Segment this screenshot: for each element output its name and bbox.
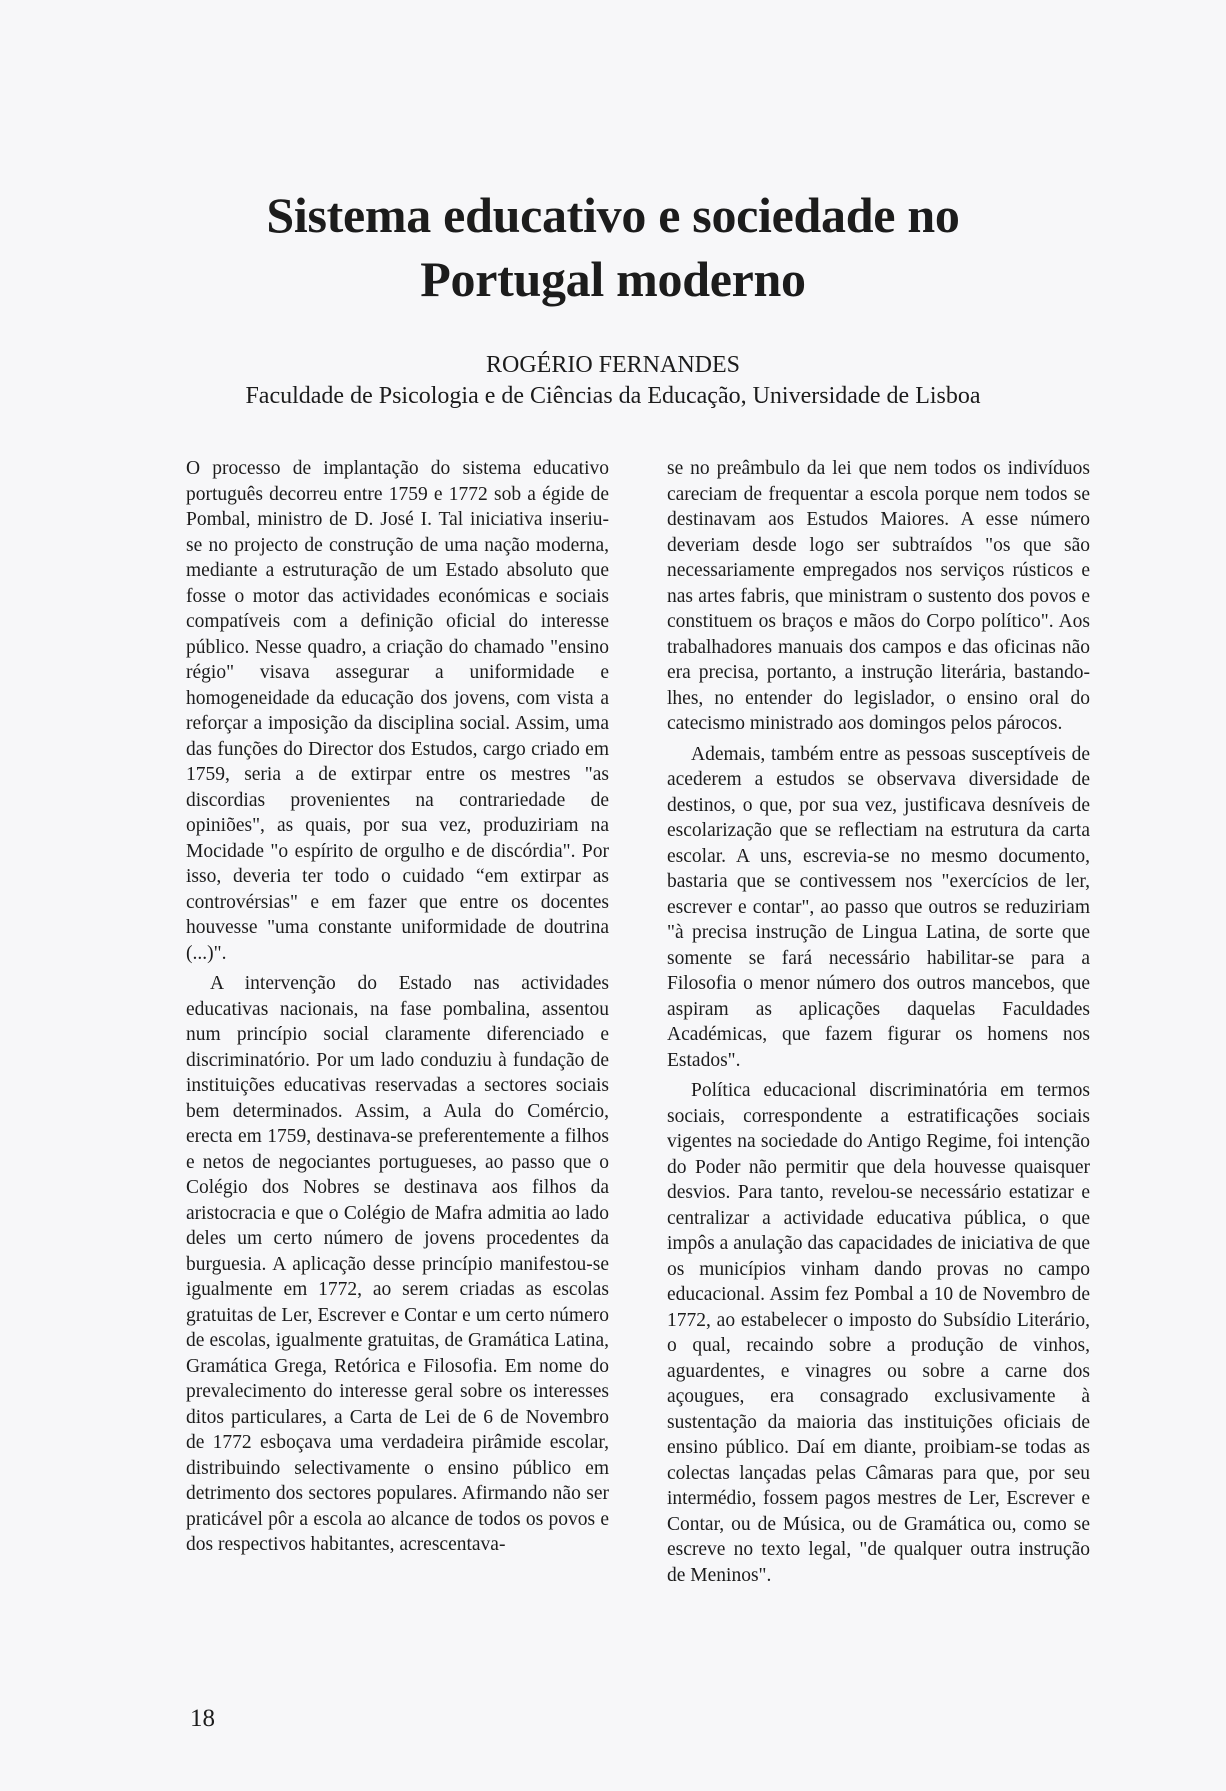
paragraph: Política educacional discriminatória em termos sociais, correspondente a estratificações sociais vigentes na sociedade do Antigo Regime, foi intenção do Poder não permitir que dela houvesse quaisquer desvios. Para tanto, revelou-se necessário estatizar e centralizar a actividade educativa pública, o que impôs a anulação das capacidades de iniciativa de que os municípios vinham dando provas no campo educacional. Assim fez Pombal a 10 de Novembro de 1772, ao estabelecer o imposto do Subsídio Literário, o qual, recaindo sobre a produção de vinhos, aguardentes, e vinagres ou sobre a carne dos açougues, era consagrado exclusivamente à sustentação da maioria das instituições oficiais de ensino público. Daí em diante, proibiam-se todas as colectas lançadas pelas Câmaras para que, por seu intermédio, fossem pagos mestres de Ler, Escrever e Contar, ou de Música, ou de Gramática ou, como se escreve no texto legal, "de qualquer outra instrução de Meninos".	[667, 1080, 1090, 1586]
left-column	[186, 456, 609, 1563]
paragraph: O processo de implantação do sistema educativo português decorreu entre 1759 e 1772 sob a égide de Pombal, ministro de D. José I. Tal iniciativa inseriu-se no projecto de construção de uma nação moderna, mediante a estruturação de um Estado absoluto que fosse o motor das actividades económicas e sociais compatíveis com a definição oficial do interesse público. Nesse quadro, a criação do chamado "ensino régio" visava assegurar a uniformidade e homogeneidade da educação dos jovens, com vista a reforçar a imposição da disciplina social. Assim, uma das funções do Director dos Estudos, cargo criado em 1759, seria a de extirpar entre os mestres "as discordias provenientes na contrariedade de opiniões", as quais, por sua vez, produziriam na Mocidade "o espírito de orgulho e de discórdia". Por isso, deveria ter todo o cuidado “em extirpar as controvérsias" e em fazer que entre os docentes houvesse "uma constante uniformidade de doutrina (...)".	[186, 458, 609, 964]
paragraph: A intervenção do Estado nas actividades educativas nacionais, na fase pombalina, assentou num princípio social claramente diferenciado e discriminatório. Por um lado conduziu à fundação de instituições educativas reservadas a sectores sociais bem determinados. Assim, a Aula do Comércio, erecta em 1759, destinava-se preferentemente a filhos e netos de negociantes portugueses, ao passo que o Colégio dos Nobres se destinava aos filhos da aristocracia e que o Colégio de Mafra admitia ao lado deles um certo número de jovens procedentes da burguesia. A aplicação desse princípio manifestou-se igualmente em 1772, ao serem criadas as escolas gratuitas de Ler, Escrever e Contar e um certo número de escolas, igualmente gratuitas, de Gramática Latina, Gramática Grega, Retórica e Filosofia. Em nome do prevalecimento do interesse geral sobre os interesses ditos particulares, a Carta de Lei de 6 de Novembro de 1772 esboçava uma verdadeira pirâmide escolar, distribuindo selectivamente o ensino público em detrimento dos sectores populares. Afirmando não ser praticável pôr a escola ao alcance de todos os povos e dos respectivos habitantes, acrescentava-	[186, 973, 609, 1555]
author-affiliation: Faculdade de Psicologia e de Ciências da Educação, Universidade de Lisboa	[245, 383, 981, 409]
paragraph: Ademais, também entre as pessoas susceptíveis de acederem a estudos se observava diversidade de destinos, o que, por sua vez, justificava desníveis de escolarização que se reflectiam na estrutura da carta escolar. A uns, escrevia-se no mesmo documento, bastaria que se contivessem nos "exercícios de ler, escrever e contar", ao passo que outros se reduziriam "à precisa instrução de Lingua Latina, de sorte que somente se fará necessário habilitar-se para a Filosofia o menor número dos outros mancebos, que aspiram as aplicações daquelas Faculdades Académicas, que fazem figurar os homens nos Estados".	[667, 743, 1090, 1071]
author-name: ROGÉRIO FERNANDES	[485, 352, 740, 378]
right-column	[667, 456, 1090, 1593]
paragraph: se no preâmbulo da lei que nem todos os indivíduos careciam de frequentar a escola porque nem todos se destinavam aos Estudos Maiores. A esse número deveriam desde logo ser subtraídos "os que são necessariamente empregados nos serviços rústicos e nas artes fabris, que ministram o sustento dos povos e constituem os braços e mãos do Corpo político". Aos trabalhadores manuais dos campos e das oficinas não era precisa, portanto, a instrução literária, bastando-lhes, no entender do legislador, o ensino oral do catecismo ministrado aos domingos pelos párocos.	[667, 458, 1090, 734]
page-number: 18	[190, 1705, 215, 1732]
article-title: Sistema educativo e sociedade no Portugal moderno	[266, 187, 960, 307]
